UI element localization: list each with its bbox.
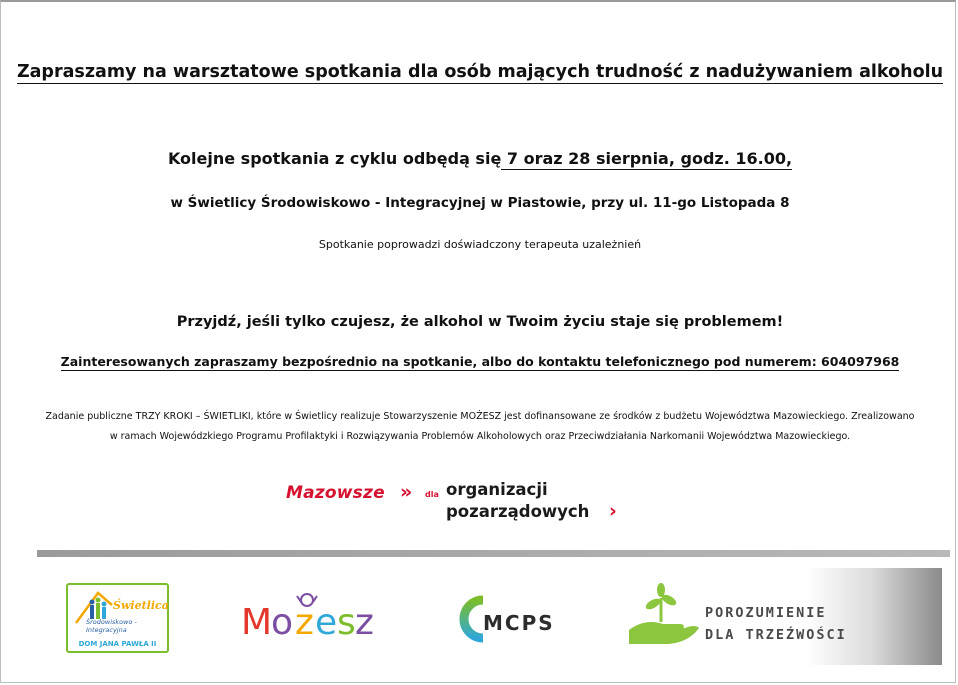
mazowsze-logo: [284, 479, 629, 527]
mcps-logo: [453, 592, 568, 647]
meeting-place: w Świetlicy Środowiskowo - Integracyjnej w Piastowie, przy ul. 11-go Listopada 8: [170, 195, 790, 211]
porozumienie-line-1: POROZUMIENIE: [705, 605, 827, 621]
svg-text:z: z: [355, 602, 374, 642]
funding-line-2: w ramach Wojewódzkiego Programu Profilaktyki i Rozwiązywania Problemów Alkoholowych oraz Przeciwdziałania Narkomanii Województwa Mazowieckiego.: [109, 431, 851, 442]
swietlica-bottom: DOM JANA PAWŁA II: [78, 640, 157, 648]
divider-bar: [37, 550, 950, 557]
meeting-prefix: Kolejne spotkania z cyklu odbędą się: [167, 149, 502, 168]
svg-text:o: o: [271, 602, 294, 642]
chevron-right-icon: ›: [609, 500, 617, 522]
contact-info: [1, 354, 958, 369]
mcps-text: MCPS: [483, 611, 555, 635]
svg-text:s: s: [337, 602, 356, 642]
swietlica-logo: [66, 583, 169, 653]
swietlica-subtitle: Środowiskowo - Integracyjna: [86, 618, 137, 634]
mozesz-wordmark-icon: [241, 592, 376, 642]
svg-text:e: e: [315, 602, 338, 642]
mazowsze-line-1: organizacji: [446, 480, 548, 499]
mazowsze-wordmark: Mazowsze: [286, 483, 385, 503]
poster-title-text: Zapraszamy na warsztatowe spotkania dla osób mających trudność z nadużywaniem alkoholu: [16, 62, 944, 82]
funding-note: [11, 407, 949, 447]
hand-sprout-icon: [623, 568, 703, 665]
meeting-dates-underlined: 7 oraz 28 sierpnia, godz. 16.00,: [501, 149, 793, 168]
mazowsze-dla: dla: [425, 490, 439, 499]
svg-text:z: z: [295, 602, 314, 642]
mozesz-logo: [241, 592, 376, 642]
porozumienie-logo: [619, 568, 942, 665]
funding-line-1: Zadanie publiczne TRZY KROKI – ŚWIETLIKI, które w Świetlicy realizuje Stowarzyszenie MOŻESZ jest dofinansowane ze środków z budżetu Województwa Mazowieckiego. Zrealizowano: [45, 411, 915, 422]
swietlica-title: Świetlica: [113, 599, 169, 612]
svg-text:M: M: [241, 602, 273, 642]
porozumienie-text: [705, 602, 847, 646]
meeting-leader: Spotkanie poprowadzi doświadczony terapeuta uzależnień: [318, 238, 642, 251]
invitation-text: Przyjdź, jeśli tylko czujesz, że alkohol w Twoim życiu staje się problemem!: [176, 314, 784, 330]
poster-title: [1, 62, 958, 82]
contact-info-text: Zainteresowanych zapraszamy bezpośrednio na spotkanie, albo do kontaktu telefonicznego pod numerem: 604097968: [60, 354, 900, 369]
porozumienie-line-2: DLA TRZEŹWOŚCI: [705, 627, 847, 643]
mazowsze-line-2: pozarządowych: [446, 502, 590, 521]
meeting-dates: [1, 149, 958, 168]
double-chevron-icon: »: [400, 481, 413, 503]
